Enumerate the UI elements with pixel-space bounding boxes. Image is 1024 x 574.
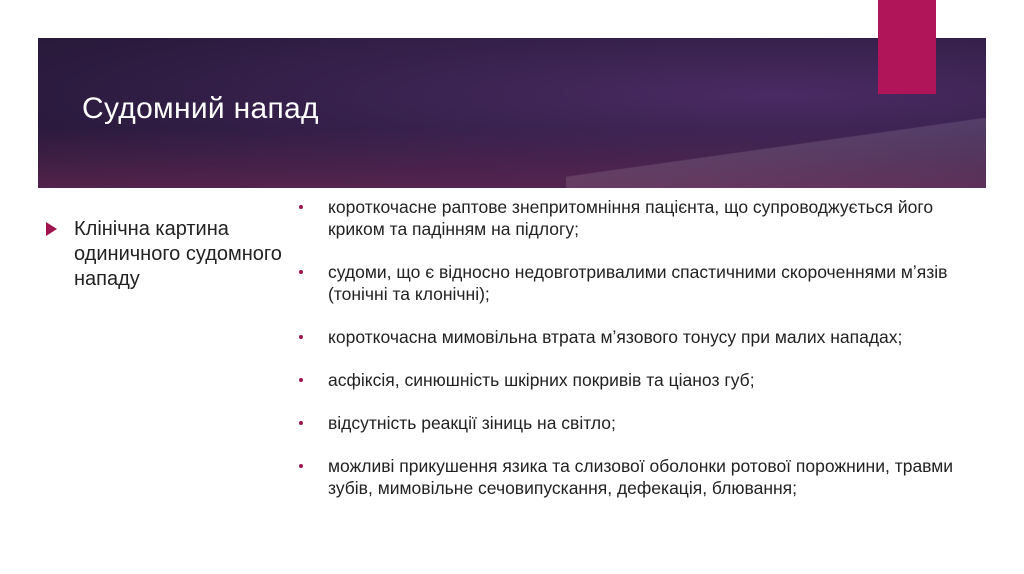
list-item-text: відсутність реакції зіниць на світло; (328, 413, 616, 433)
list-item-text: короткочасне раптове знепритомніння пацієнта, що супроводжується його криком та падінням на підлогу; (328, 197, 934, 239)
list-item (298, 196, 988, 240)
list-item-text: асфіксія, синюшність шкірних покривів та ціаноз губ; (328, 370, 755, 390)
list-item-text: короткочасна мимовільна втрата мʼязового тонусу при малих нападах; (328, 327, 903, 347)
right-column (298, 196, 988, 520)
left-column (46, 217, 296, 292)
accent-tab (878, 0, 936, 94)
list-item-text: судоми, що є відносно недовготривалими спастичними скороченнями мʼязів (тонічні та клонічні); (328, 262, 948, 304)
list-item-text: можливі прикушення язика та слизової оболонки ротової порожнини, травми зубів, мимовільне сечовипускання, дефекація, блювання; (328, 456, 954, 498)
slide-title: Судомний напад (82, 92, 319, 125)
bullet-dot-icon (299, 270, 303, 274)
banner-sheen (566, 118, 986, 188)
bullet-dot-icon (299, 378, 303, 382)
left-heading: Клінічна картина одиничного судомного нападу (74, 218, 282, 290)
bullet-list (298, 196, 988, 499)
bullet-dot-icon (299, 205, 303, 209)
bullet-dot-icon (299, 421, 303, 425)
bullet-dot-icon (299, 335, 303, 339)
list-item (298, 455, 988, 499)
list-item (298, 369, 988, 391)
list-item (298, 326, 988, 348)
bullet-dot-icon (299, 464, 303, 468)
list-item (298, 412, 988, 434)
list-item (298, 261, 988, 305)
triangle-arrow-icon (46, 222, 57, 236)
